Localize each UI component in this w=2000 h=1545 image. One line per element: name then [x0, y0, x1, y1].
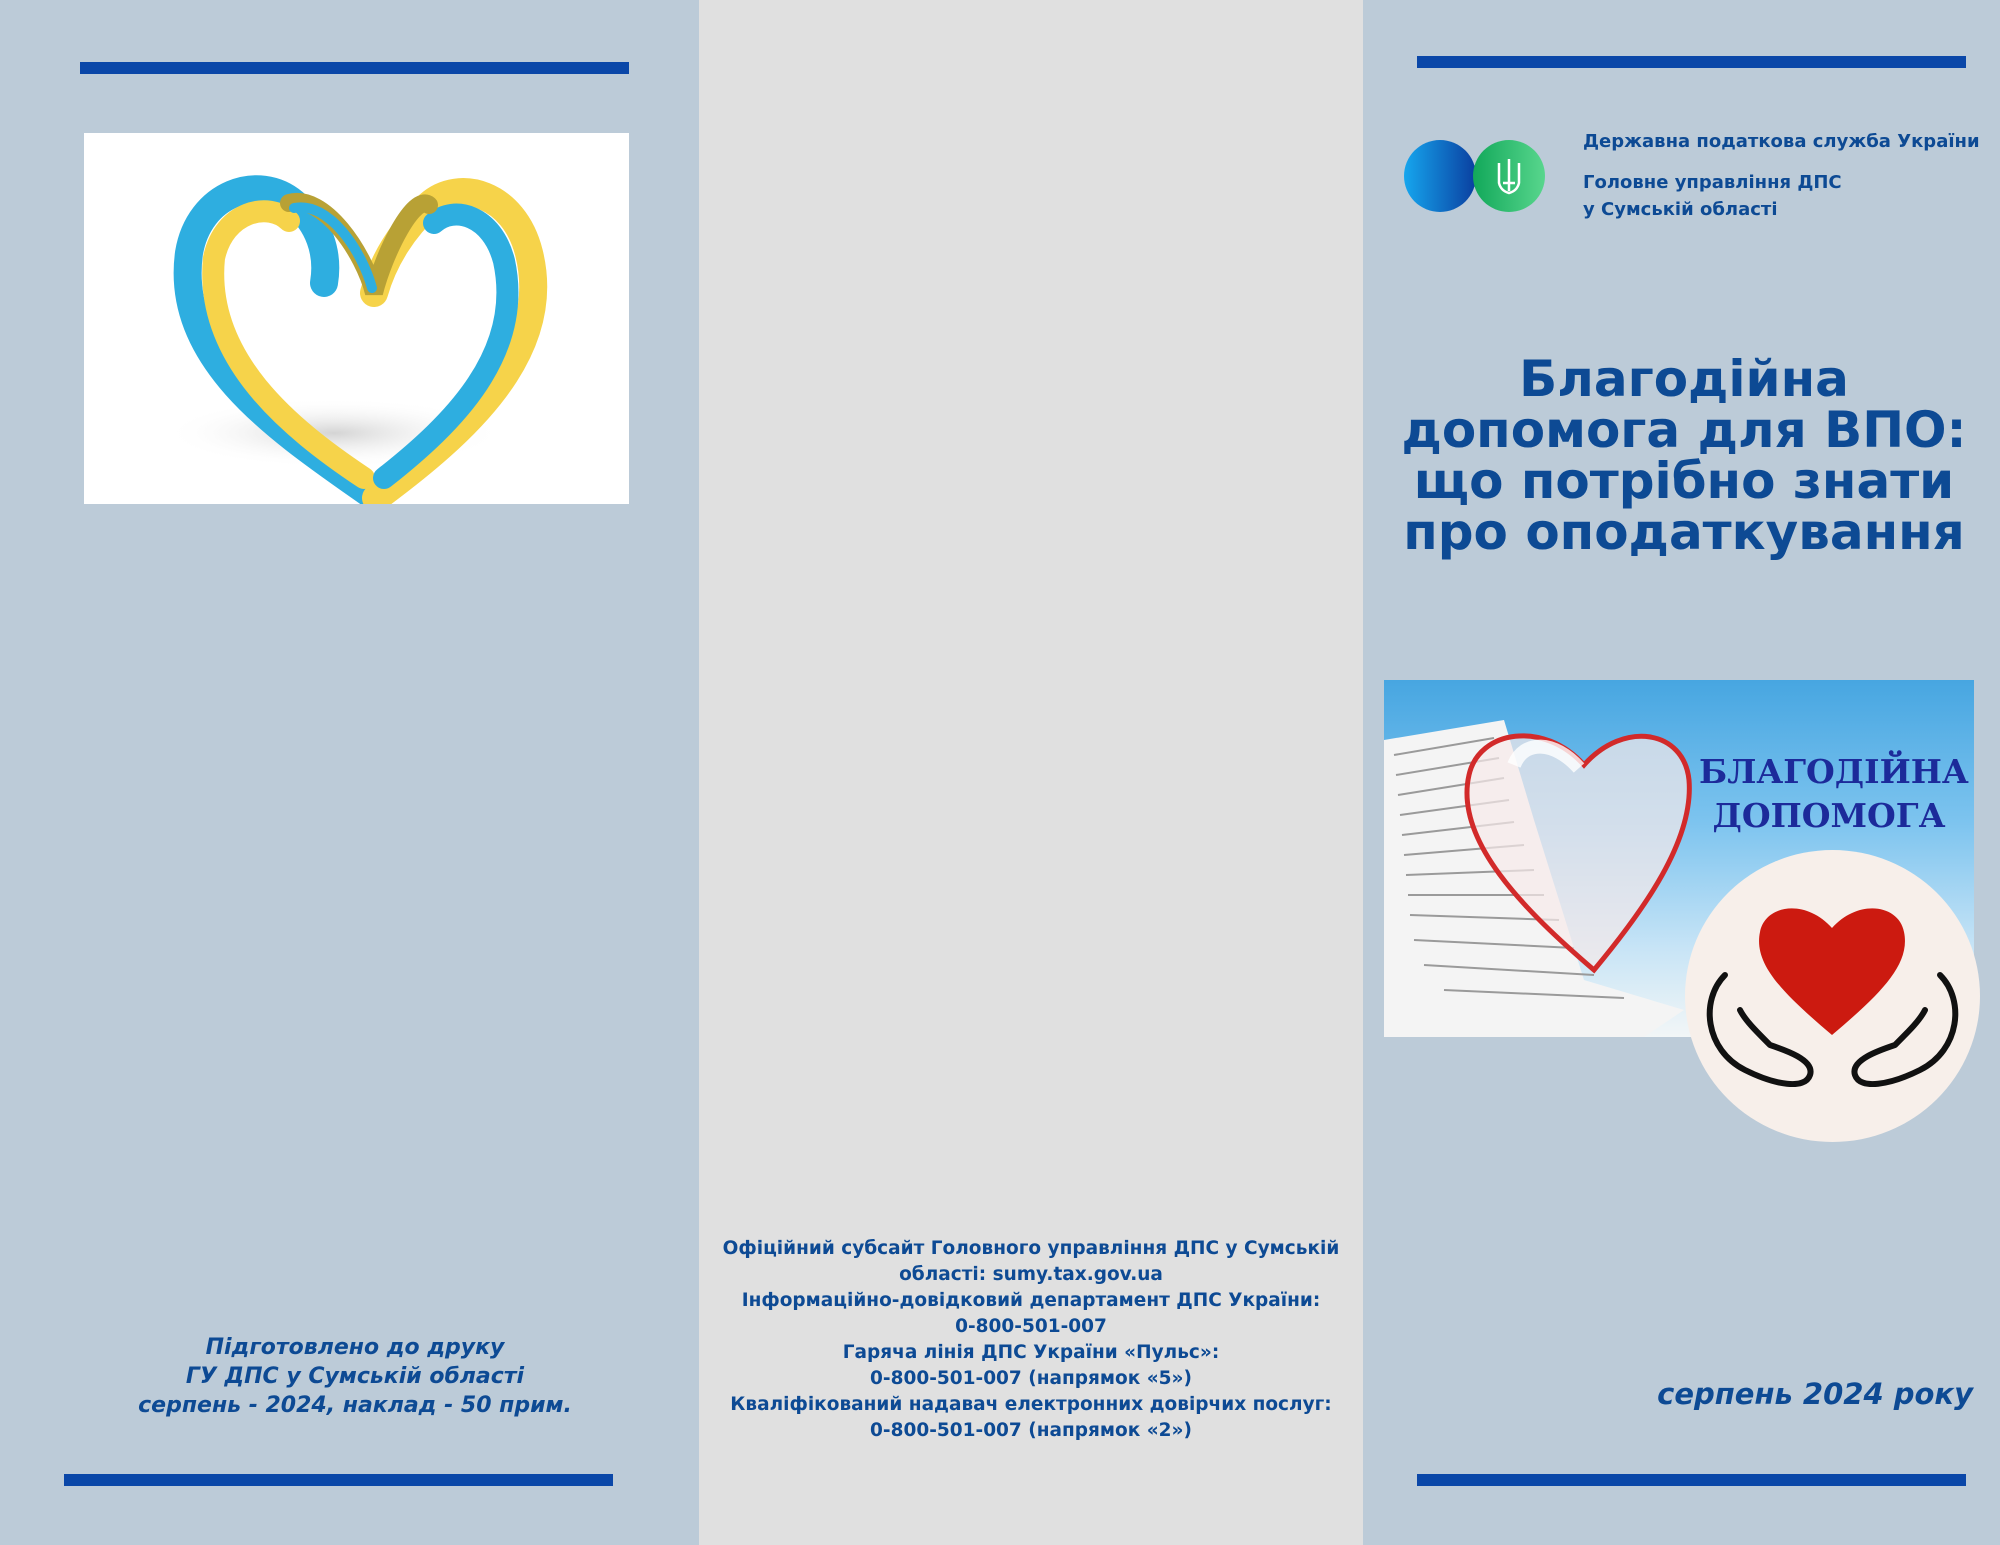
agency-name: Державна податкова служба України [1583, 131, 1980, 152]
caption-line: ДОПОМОГА [1712, 796, 1946, 835]
heart-in-hands-icon [1685, 850, 1980, 1142]
top-rule [1417, 56, 1966, 68]
contact-line: Гаряча лінія ДПС України «Пульс»: [842, 1342, 1220, 1363]
contact-line: 0-800-501-007 (напрямок «5») [870, 1368, 1192, 1389]
contact-line: області: sumy.tax.gov.ua [899, 1264, 1163, 1285]
ukraine-ribbon-heart-icon [84, 133, 629, 504]
bottom-rule [64, 1474, 613, 1486]
bottom-rule [1417, 1474, 1966, 1486]
contact-info [699, 1236, 1363, 1444]
left-panel [0, 0, 699, 1545]
middle-panel [699, 0, 1363, 1545]
contact-line: 0-800-501-007 (напрямок «2») [870, 1420, 1192, 1441]
publication-date: серпень 2024 року [1657, 1377, 1973, 1411]
right-panel [1363, 0, 2000, 1545]
contact-line: Кваліфікований надавач електронних довірчих послуг: [730, 1394, 1332, 1415]
title-line: про оподаткування [1403, 503, 1965, 561]
title-line: що потрібно знати [1413, 452, 1955, 510]
department-line: у Сумській області [1583, 199, 1778, 220]
title-line: допомога для ВПО: [1401, 401, 1967, 459]
contact-line: Інформаційно-довідковий департамент ДПС України: [741, 1290, 1321, 1311]
caption-line: БЛАГОДІЙНА [1699, 752, 1969, 791]
charity-image-caption [1699, 750, 1969, 838]
imprint-line: Підготовлено до друку [205, 1335, 505, 1360]
print-imprint [80, 1333, 630, 1420]
dps-logo-icon [1403, 139, 1553, 214]
contact-line: 0-800-501-007 [955, 1316, 1107, 1337]
agency-header [1583, 128, 1993, 223]
page-title [1383, 350, 1985, 561]
contact-line: Офіційний субсайт Головного управління ДПС у Сумській [722, 1238, 1340, 1259]
imprint-line: ГУ ДПС у Сумській області [185, 1364, 525, 1389]
title-line: Благодійна [1519, 350, 1849, 408]
imprint-line: серпень - 2024, наклад - 50 прим. [138, 1393, 572, 1418]
department-line: Головне управління ДПС [1583, 172, 1842, 193]
ribbon-heart-image [84, 133, 629, 504]
top-rule [80, 62, 629, 74]
